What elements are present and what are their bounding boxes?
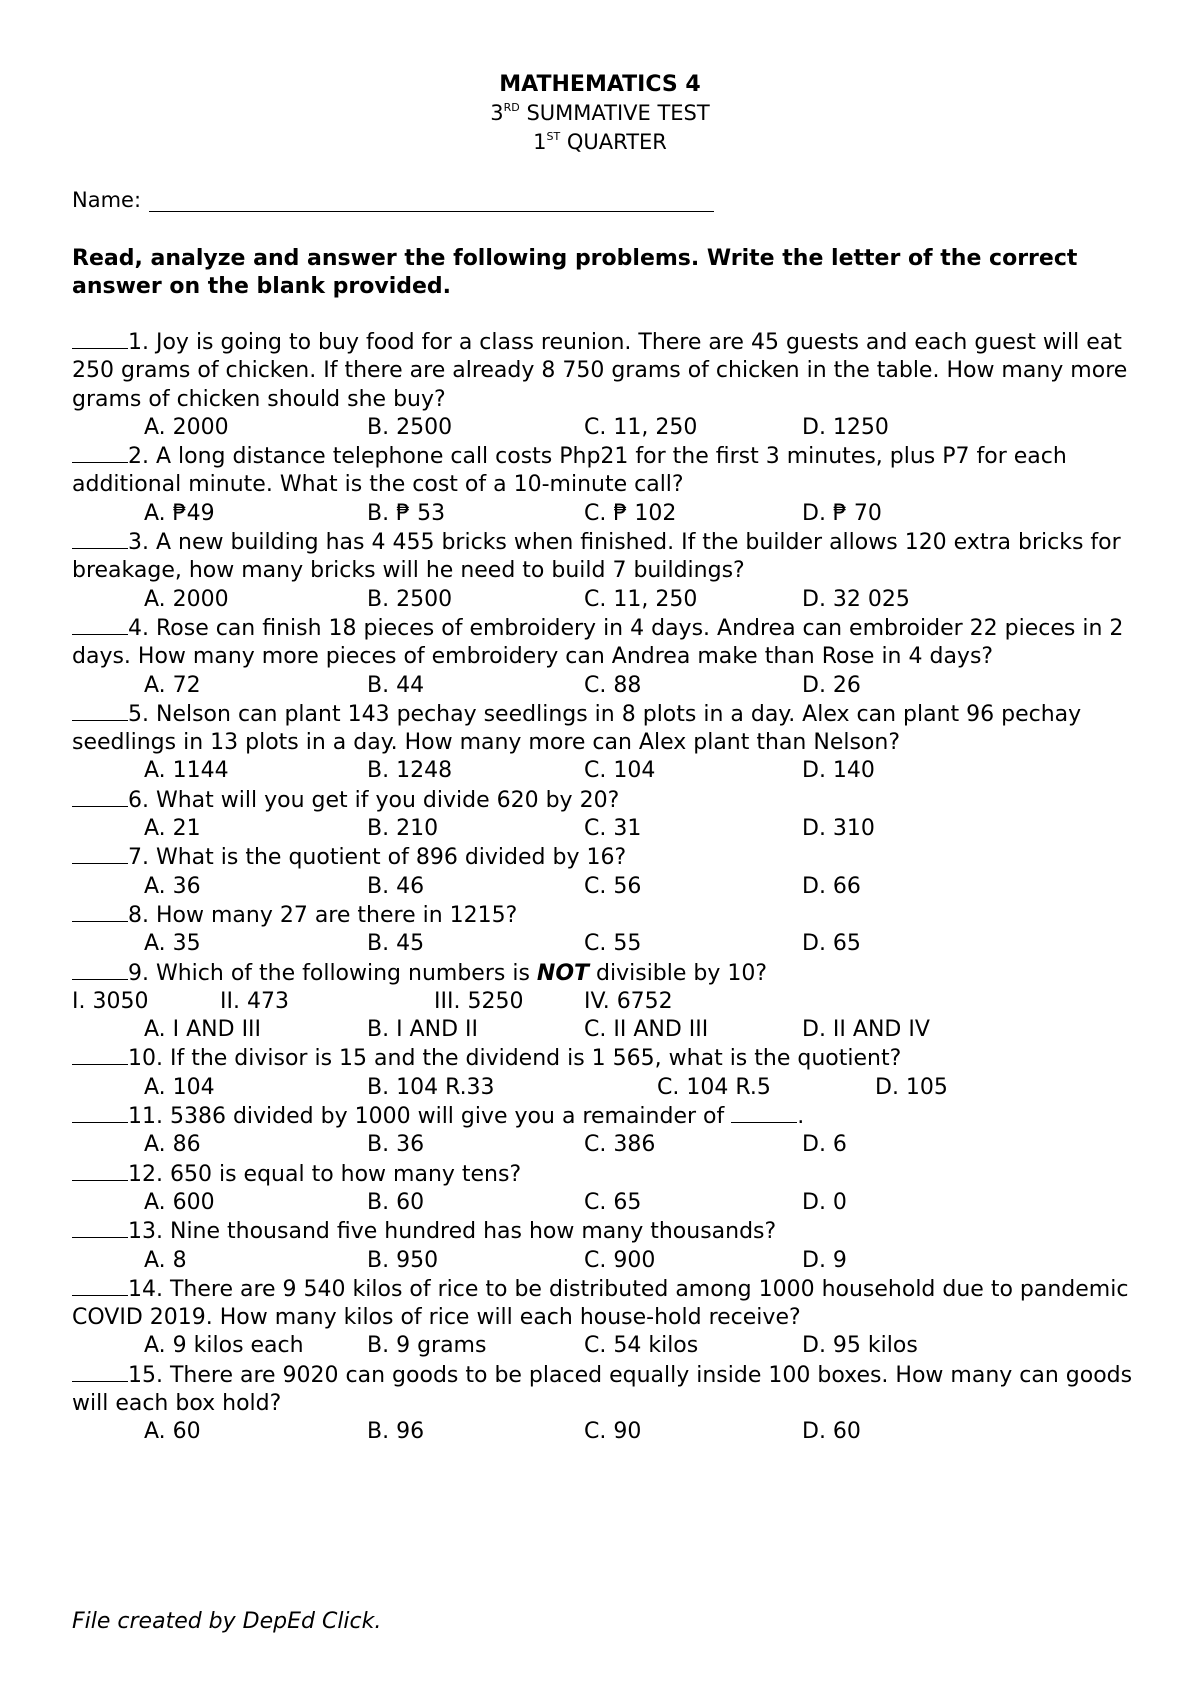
- question-11: [72, 1102, 1142, 1160]
- question-text: 15. There are 9020 can goods to be placed equally inside 100 boxes. How many can goods will each box hold?: [72, 1362, 1133, 1416]
- choices: [72, 930, 1142, 958]
- question-8: [72, 901, 1142, 959]
- question-text: 11. 5386 divided by 1000 will give you a remainder of: [128, 1104, 732, 1130]
- choices: [72, 1189, 1142, 1217]
- choice-d: D. 0: [802, 1189, 847, 1215]
- question-14: [72, 1275, 1142, 1361]
- question-list: [72, 328, 1142, 1447]
- choice-c: C. 56: [584, 873, 642, 899]
- question-text: 3. A new building has 4 455 bricks when finished. If the builder allows 120 extra bricks for breakage, how many bricks will he need to build 7 buildings?: [72, 530, 1121, 584]
- choice-d: D. 26: [802, 672, 861, 698]
- inline-answer-blank[interactable]: [731, 1102, 797, 1123]
- question-2: [72, 442, 1142, 528]
- question-text-end: .: [797, 1104, 805, 1130]
- choice-a: A. 8: [144, 1247, 187, 1273]
- choices: [72, 500, 1142, 528]
- question-15: [72, 1361, 1142, 1447]
- choice-d: D. ₱ 70: [802, 500, 882, 526]
- choice-a: A. 9 kilos each: [144, 1333, 304, 1359]
- question-12: [72, 1160, 1142, 1218]
- choice-c: C. 11, 250: [584, 586, 698, 612]
- question-text: 10. If the divisor is 15 and the dividend is 1 565, what is the quotient?: [128, 1046, 902, 1072]
- answer-blank[interactable]: [72, 328, 128, 349]
- choice-a: A. 86: [144, 1132, 201, 1158]
- answer-blank[interactable]: [72, 1217, 128, 1238]
- choice-c: C. ₱ 102: [584, 500, 677, 526]
- quarter-subtitle: 1ST QUARTER: [533, 130, 667, 154]
- choice-d: D. 95 kilos: [802, 1333, 918, 1359]
- question-9: [72, 959, 1142, 1045]
- question-1: [72, 328, 1142, 442]
- choices: [72, 873, 1142, 901]
- test-subtitle: 3RD SUMMATIVE TEST: [490, 101, 710, 125]
- question-text: 1. Joy is going to buy food for a class reunion. There are 45 guests and each guest will eat 250 grams of chicken. If there are already 8 750 grams of chicken in the table. How many more grams of chicken should she buy?: [72, 330, 1128, 412]
- choice-c: C. II AND III: [584, 1017, 709, 1043]
- choice-b: B. 210: [367, 816, 439, 842]
- choice-a: A. 21: [144, 816, 201, 842]
- option-i: I. 3050: [72, 988, 149, 1014]
- choice-b: B. 46: [367, 873, 425, 899]
- choice-c: C. 11, 250: [584, 414, 698, 440]
- choice-d: D. 105: [875, 1074, 948, 1100]
- choice-d: D. 32 025: [802, 586, 910, 612]
- choices: [72, 1074, 1142, 1102]
- question-6: [72, 786, 1142, 844]
- answer-blank[interactable]: [72, 1361, 128, 1382]
- choice-a: A. 2000: [144, 414, 229, 440]
- choice-b: B. 60: [367, 1189, 425, 1215]
- choice-b: B. 45: [367, 931, 425, 957]
- choice-d: D. 140: [802, 758, 875, 784]
- choice-b: B. 96: [367, 1419, 425, 1445]
- question-5: [72, 700, 1142, 786]
- choice-c: C. 31: [584, 816, 642, 842]
- choice-b: B. 9 grams: [367, 1333, 487, 1359]
- question-text-end: divisible by 10?: [589, 960, 768, 986]
- choice-b: B. I AND II: [367, 1017, 478, 1043]
- question-4: [72, 614, 1142, 700]
- emphasis-not: NOT: [536, 960, 590, 986]
- choice-b: B. 36: [367, 1132, 425, 1158]
- question-text: 5. Nelson can plant 143 pechay seedlings in 8 plots in a day. Alex can plant 96 pechay seedlings in 13 plots in a day. How many more can Alex plant than Nelson?: [72, 701, 1082, 756]
- choices: [72, 1247, 1142, 1275]
- question-3: [72, 528, 1142, 614]
- choice-d: D. II AND IV: [802, 1017, 930, 1043]
- choice-c: C. 104 R.5: [657, 1074, 771, 1100]
- choice-c: C. 65: [584, 1189, 642, 1215]
- name-label: Name:: [72, 188, 142, 212]
- choices: [72, 1332, 1142, 1360]
- option-ii: II. 473: [220, 988, 289, 1014]
- choice-d: D. 6: [802, 1132, 847, 1158]
- question-text: 13. Nine thousand five hundred has how many thousands?: [128, 1219, 777, 1245]
- choice-b: B. 2500: [367, 586, 453, 612]
- choice-c: C. 90: [584, 1419, 642, 1445]
- answer-blank[interactable]: [72, 901, 128, 922]
- answer-blank[interactable]: [72, 1275, 128, 1296]
- choice-b: B. ₱ 53: [367, 500, 446, 526]
- answer-blank[interactable]: [72, 843, 128, 864]
- choices: [72, 1016, 1142, 1044]
- choices: [72, 414, 1142, 442]
- choice-c: C. 104: [584, 758, 656, 784]
- name-row: [72, 188, 714, 212]
- choice-a: A. 2000: [144, 586, 229, 612]
- question-text: 7. What is the quotient of 896 divided by 16?: [128, 845, 627, 871]
- question-text: 9. Which of the following numbers is: [128, 960, 537, 986]
- question-text: 12. 650 is equal to how many tens?: [128, 1161, 522, 1187]
- choices: [72, 1131, 1142, 1159]
- choice-d: D. 310: [802, 816, 875, 842]
- choices: [72, 1418, 1142, 1446]
- option-iv: IV. 6752: [584, 988, 673, 1014]
- question-text: 8. How many 27 are there in 1215?: [128, 902, 518, 928]
- choice-a: A. ₱49: [144, 500, 215, 526]
- choice-d: D. 9: [802, 1247, 847, 1273]
- answer-blank[interactable]: [72, 959, 128, 980]
- choice-c: C. 386: [584, 1132, 656, 1158]
- choice-a: A. I AND III: [144, 1017, 262, 1043]
- choices: [72, 586, 1142, 614]
- choice-c: C. 54 kilos: [584, 1333, 699, 1359]
- choice-c: C. 88: [584, 672, 642, 698]
- choice-b: B. 104 R.33: [367, 1074, 495, 1100]
- answer-blank[interactable]: [72, 1102, 128, 1123]
- choices: [72, 815, 1142, 843]
- choice-a: A. 35: [144, 931, 201, 957]
- answer-blank[interactable]: [72, 614, 128, 635]
- question-text: 2. A long distance telephone call costs Php21 for the first 3 minutes, plus P7 for each additional minute. What is the cost of a 10-minute call?: [72, 444, 1067, 498]
- choice-b: B. 950: [367, 1247, 439, 1273]
- answer-blank[interactable]: [72, 1160, 128, 1181]
- choice-c: C. 55: [584, 931, 642, 957]
- choice-a: A. 1144: [144, 758, 229, 784]
- choice-a: A. 36: [144, 873, 201, 899]
- answer-blank[interactable]: [72, 786, 128, 807]
- question-text: 4. Rose can finish 18 pieces of embroidery in 4 days. Andrea can embroider 22 pieces in 2 days. How many more pieces of embroidery can Andrea make than Rose in 4 days?: [72, 615, 1124, 670]
- question-7: [72, 843, 1142, 901]
- choice-d: D. 66: [802, 873, 861, 899]
- name-field[interactable]: [149, 189, 714, 212]
- choice-d: D. 60: [802, 1419, 861, 1445]
- question-text: 6. What will you get if you divide 620 by 20?: [128, 787, 620, 813]
- answer-blank[interactable]: [72, 700, 128, 721]
- question-10: [72, 1044, 1142, 1102]
- choice-a: A. 104: [144, 1074, 215, 1100]
- answer-blank[interactable]: [72, 1044, 128, 1065]
- choice-c: C. 900: [584, 1247, 656, 1273]
- choice-b: B. 1248: [367, 758, 453, 784]
- page-title: MATHEMATICS 4: [499, 72, 701, 97]
- choice-d: D. 65: [802, 931, 861, 957]
- choice-a: A. 600: [144, 1189, 215, 1215]
- option-iii: III. 5250: [434, 988, 524, 1014]
- question-13: [72, 1217, 1142, 1275]
- choices: [72, 672, 1142, 700]
- choice-a: A. 72: [144, 672, 201, 698]
- choice-d: D. 1250: [802, 414, 889, 440]
- answer-blank[interactable]: [72, 528, 128, 549]
- answer-blank[interactable]: [72, 442, 128, 463]
- footer-credit: File created by DepEd Click.: [72, 1609, 382, 1634]
- question-text: 14. There are 9 540 kilos of rice to be distributed among 1000 household due to pandemic COVID 2019. How many kilos of rice will each house-hold receive?: [72, 1276, 1129, 1331]
- instructions: Read, analyze and answer the following problems. Write the letter of the correct answer on the blank provided.: [72, 246, 1078, 299]
- choice-b: B. 2500: [367, 414, 453, 440]
- choices: [72, 757, 1142, 785]
- choice-a: A. 60: [144, 1419, 201, 1445]
- roman-options: [72, 988, 1142, 1016]
- choice-b: B. 44: [367, 672, 425, 698]
